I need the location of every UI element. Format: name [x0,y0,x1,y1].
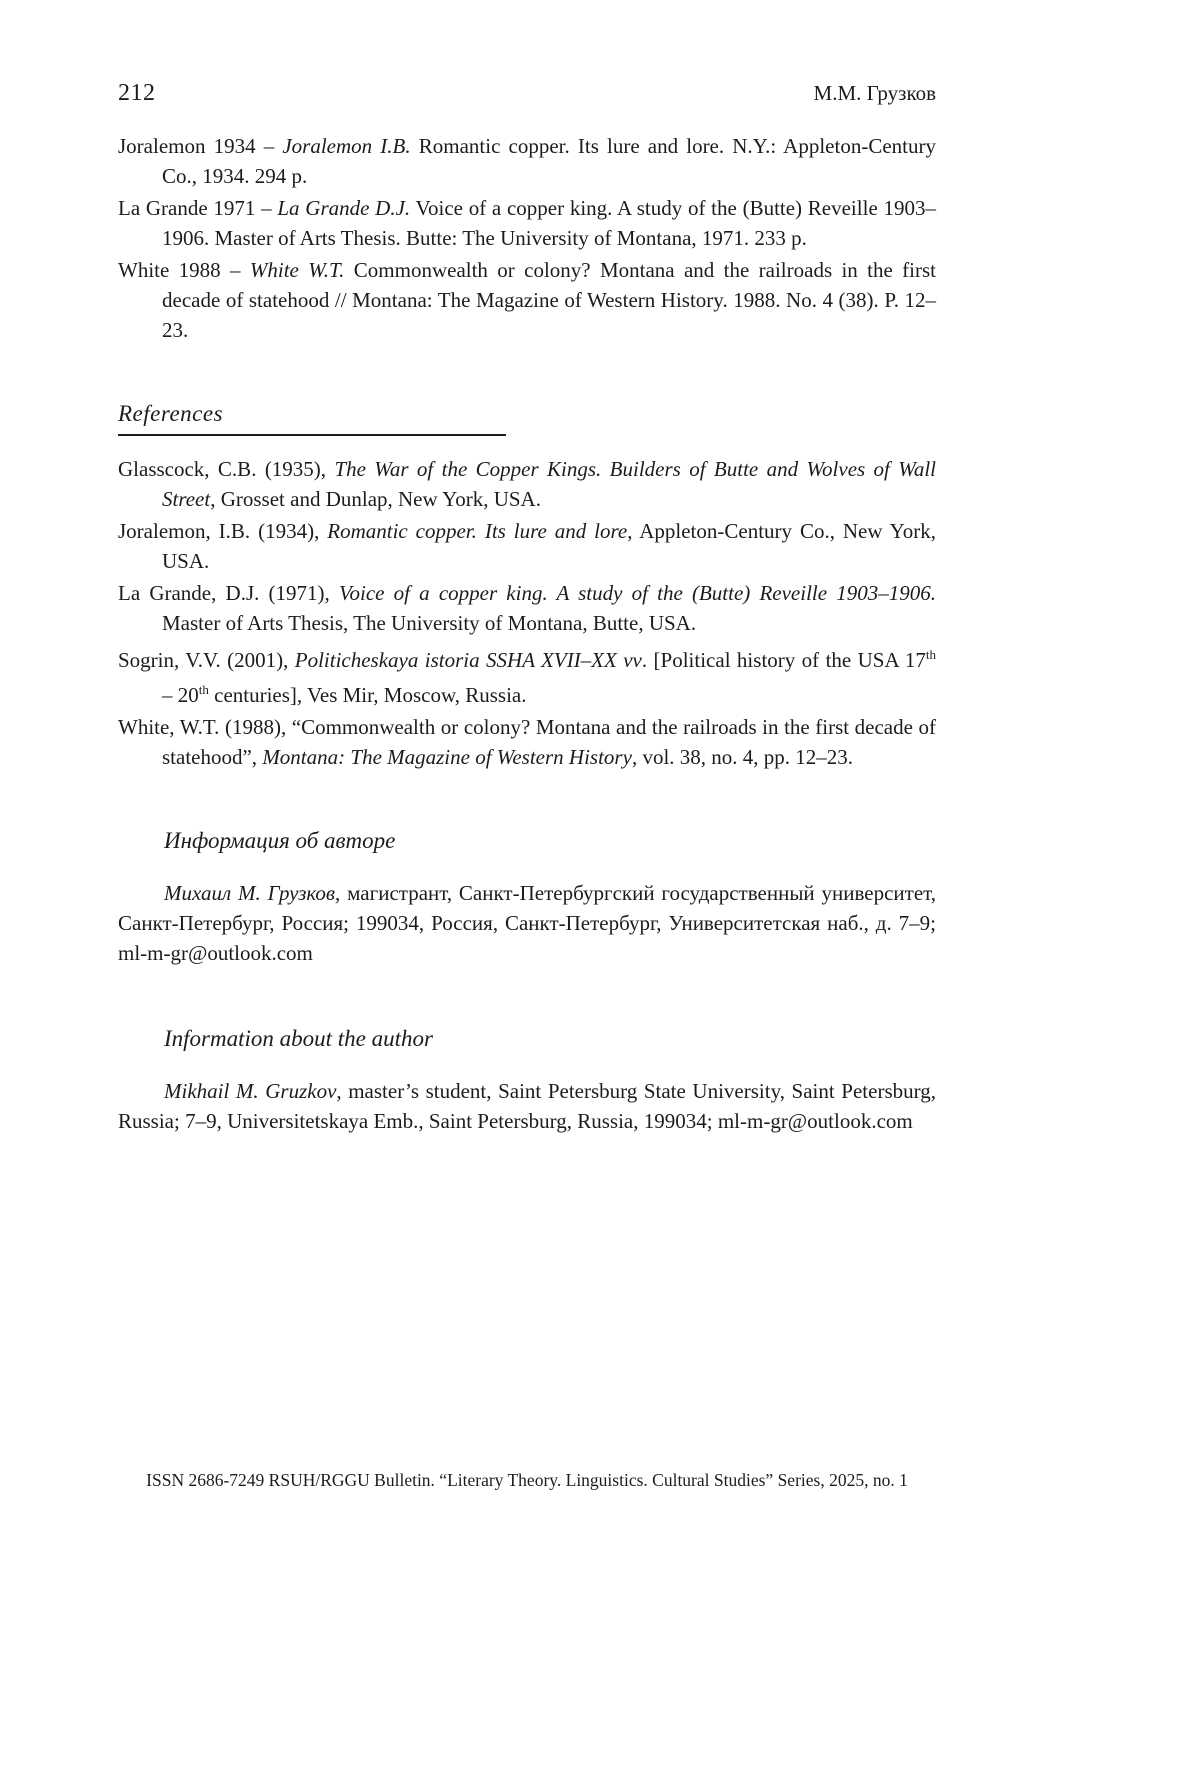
bibliography-entry: La Grande 1971 – La Grande D.J. Voice of a copper king. A study of the (Butte) Reveille 1903–1906. Master of Arts Thesis. Butte: The University of Montana, 1971. 233 p. [118,196,936,250]
references-heading: References [118,401,224,426]
reference-entry: La Grande, D.J. (1971), Voice of a copper king. A study of the (Butte) Reveille 1903–1906. Master of Arts Thesis, The University of Montana, Butte, USA. [118,581,936,635]
bibliography-section [118,131,936,345]
author-info-ru-paragraph: Михаил М. Грузков, магистрант, Санкт-Петербургский государственный университет, Санкт-Петербург, Россия; 199034, Россия, Санкт-Петербург, Университетская наб., д. 7–9; ml-m-gr@outlook.com [118,881,936,965]
reference-entry: Glasscock, C.B. (1935), The War of the Copper Kings. Builders of Butte and Wolves of Wall Street, Grosset and Dunlap, New York, USA. [118,457,937,511]
bibliography-entry: Joralemon 1934 – Joralemon I.B. Romantic copper. Its lure and lore. N.Y.: Appleton-Century Co., 1934. 294 p. [118,134,936,188]
references-list [118,454,936,772]
reference-entry: White, W.T. (1988), “Commonwealth or colony? Montana and the railroads in the first decade of statehood”, Montana: The Magazine of Western History, vol. 38, no. 4, pp. 12–23. [118,715,936,769]
author-info-ru-section [118,828,936,968]
reference-entry: Joralemon, I.B. (1934), Romantic copper. Its lure and lore, Appleton-Century Co., New York, USA. [118,519,936,573]
page-number: 212 [118,80,156,106]
page-footer: ISSN 2686-7249 RSUH/RGGU Bulletin. “Literary Theory. Linguistics. Cultural Studies” Series, 2025, no. 1 [146,1470,908,1490]
reference-entry: Sogrin, V.V. (2001), Politicheskaya istoria SSHA XVII–XX vv. [Political history of the USA 17th – 20th centuries], Ves Mir, Moscow, Russia. [118,647,937,707]
references-heading-rule [118,434,506,436]
references-section [118,401,936,772]
author-info-ru-heading: Информация об авторе [164,828,396,853]
bibliography-entry: White 1988 – White W.T. Commonwealth or colony? Montana and the railroads in the first decade of statehood // Montana: The Magazine of Western History. 1988. No. 4 (38). P. 12–23. [118,258,937,342]
author-info-en-paragraph: Mikhail M. Gruzkov, master’s student, Saint Petersburg State University, Saint Petersburg, Russia; 7–9, Universitetskaya Emb., Saint Petersburg, Russia, 199034; ml-m-gr@outlook.com [118,1079,936,1133]
page-header [118,0,936,107]
page-content [118,0,936,1136]
running-head: М.М. Грузков [813,81,936,105]
author-info-en-heading: Information about the author [164,1026,433,1051]
author-info-en-section [118,1026,936,1136]
